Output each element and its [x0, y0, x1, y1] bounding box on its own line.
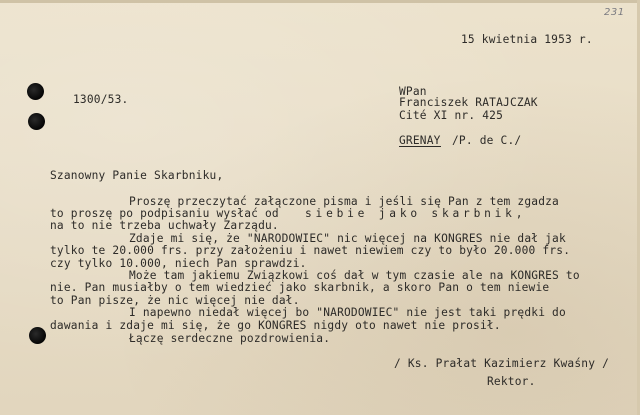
body-line-3: na to nie trzeba uchwały Zarządu. [50, 219, 279, 232]
signature-title: Rektor. [487, 375, 536, 388]
body-line-4: Zdaje mi się, że "NARODOWIEC" nic więcej na KONGRES nie dał jak [129, 232, 566, 245]
body-line-2b: siebie jako skarbnik, [305, 207, 527, 220]
greeting: Szanowny Panie Skarbniku, [50, 169, 224, 182]
punch-hole-middle [28, 113, 45, 130]
archive-number: 231 [604, 7, 625, 18]
body-line-10: I napewno niedał więcej bo "NARODOWIEC" nie jest taki prędki do [129, 306, 566, 319]
recipient-city: GRENAY [399, 134, 441, 147]
body-line-9: to Pan pisze, że nic więcej nie dał. [50, 294, 300, 307]
punch-hole-bottom [29, 327, 46, 344]
recipient-salutation: WPan [399, 85, 427, 98]
body-line-8: nie. Pan musiałby o tem wiedzieć jako skarbnik, a skoro Pan o tem niewie [50, 281, 550, 294]
recipient-address: Cité XI nr. 425 [399, 109, 504, 122]
recipient-name: Franciszek RATAJCZAK [399, 96, 538, 109]
body-line-6: czy tylko 10.000, niech Pan sprawdzi. [50, 257, 307, 270]
letter-date: 15 kwietnia 1953 r. [461, 33, 593, 46]
body-line-1: Proszę przeczytać załączone pisma i jeśli się Pan z tem zgadza [129, 195, 559, 208]
body-line-2a: to proszę po podpisaniu wysłać od [50, 207, 279, 220]
punch-hole-top [27, 83, 44, 100]
body-line-11: dawania i zdaje mi się, że go KONGRES nigdy oto nawet nie prosił. [50, 319, 501, 332]
body-line-5: tylko te 20.000 frs. przy założeniu i nawet niewiem czy to było 20.000 frs. [50, 244, 571, 257]
body-line-7: Może tam jakiemu Związkowi coś dał w tym czasie ale na KONGRES to [129, 269, 580, 282]
reference-number: 1300/53. [73, 93, 129, 106]
signature-name: / Ks. Prałat Kazimierz Kwaśny / [394, 357, 609, 370]
body-line-12: Łączę serdeczne pozdrowienia. [129, 332, 331, 345]
paper-edge-top [0, 0, 640, 3]
recipient-region: /P. de C./ [452, 134, 522, 147]
